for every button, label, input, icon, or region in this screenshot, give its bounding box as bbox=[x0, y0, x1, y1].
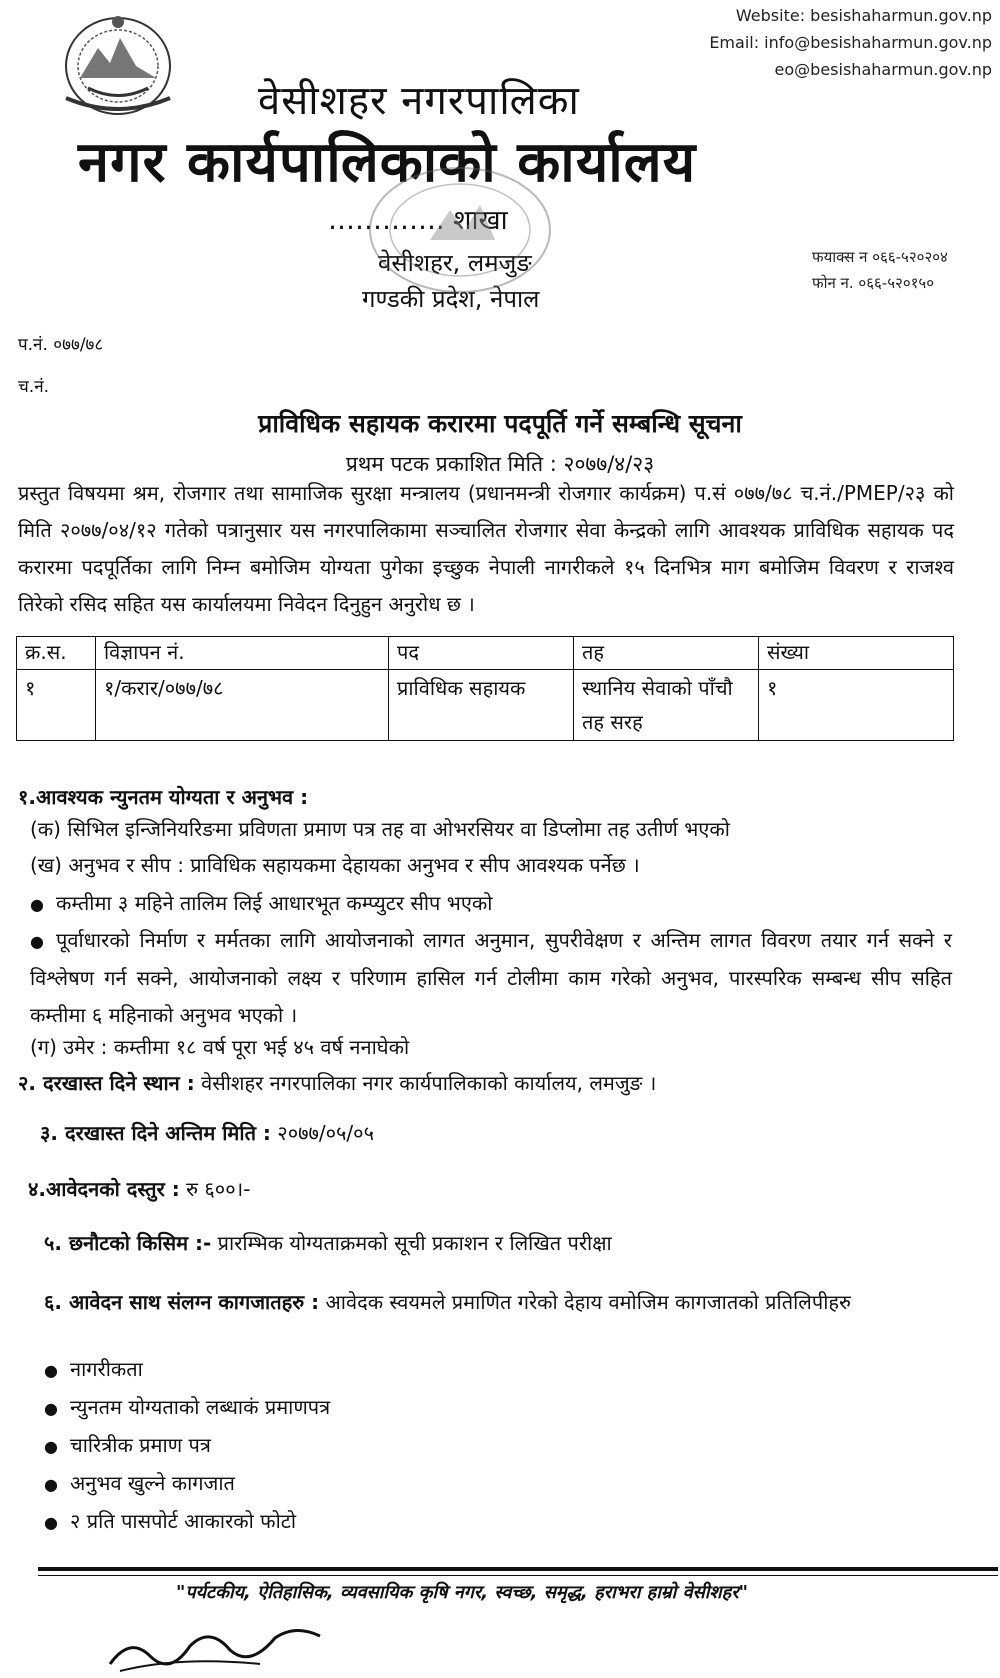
col-header-count: संख्या bbox=[759, 637, 954, 670]
doc-list-item bbox=[44, 1504, 296, 1540]
chalani-number: च.नं. bbox=[18, 377, 50, 397]
col-header-post: पद bbox=[389, 637, 574, 670]
col-header-sn: क्र.स. bbox=[17, 637, 96, 670]
office-name: नगर कार्यपालिकाको कार्यालय bbox=[78, 130, 697, 195]
cell-ad-no: १/करार/०७७/७८ bbox=[96, 670, 389, 741]
footer-slogan: "पर्यटकीय, ऐतिहासिक, व्यवसायिक कृषि नगर, स्वच्छ, समृद्ध, हराभरा हाम्रो वेसीशहर" bbox=[176, 1582, 748, 1603]
doc-item-text: अनुभव खुल्ने कागजात bbox=[70, 1471, 235, 1495]
bullet-icon bbox=[44, 1471, 70, 1495]
published-date: प्रथम पटक प्रकाशित मिति : २०७७/४/२३ bbox=[345, 452, 655, 476]
section-2-value: वेसीशहर नगरपालिका नगर कार्यपालिकाको कार्यालय, लमजुङ । bbox=[201, 1071, 657, 1095]
bullet-1-text: कम्तीमा ३ महिने तालिम लिई आधारभूत कम्प्युटर सीप भएको bbox=[56, 891, 493, 915]
section-5 bbox=[44, 1226, 612, 1260]
org-name: वेसीशहर नगरपालिका bbox=[258, 78, 580, 124]
doc-list-item bbox=[44, 1390, 330, 1426]
cell-sn: १ bbox=[17, 670, 96, 741]
table-header-row bbox=[17, 637, 954, 670]
signature-image bbox=[100, 1616, 330, 1676]
section-4-label: ४.आवेदनको दस्तुर : bbox=[28, 1177, 180, 1201]
section-6 bbox=[44, 1282, 956, 1322]
doc-list-item bbox=[44, 1352, 143, 1388]
section-1-title: १.आवश्यक न्युनतम योग्यता र अनुभव : bbox=[18, 785, 309, 809]
section-4 bbox=[28, 1172, 250, 1206]
notice-intro: प्रस्तुत विषयमा श्रम, रोजगार तथा सामाजिक सुरक्षा मन्त्रालय (प्रधानमन्त्री रोजगार कार्यक्रम) प.सं ०७७/७८ च.नं./PMEP/२३ को मिति २०७७/०४/१२ गतेको पत्रानुसार यस नगरपालिकामा सञ्चालित रोजगार सेवा केन्द्रको लागि आवश्यक प्राविधिक सहायक पद करारमा पदपूर्तिका लागि निम्न बमोजिम योग्यता पुगेका इच्छुक नेपाली नागरीकले १५ दिनभित्र माग बमोजिम विवरण र राजश्व तिरेको रसिद सहित यस कार्यालयमा निवेदन दिनुहुन अनुरोध छ । bbox=[18, 481, 954, 616]
phone-text: फोन न. ०६६-५२०१५० bbox=[812, 274, 935, 292]
cell-post: प्राविधिक सहायक bbox=[389, 670, 574, 741]
section-6-value: आवेदक स्वयमले प्रमाणित गरेको देहाय वमोजिम कागजातको प्रतिलिपीहरु bbox=[325, 1290, 851, 1314]
bullet-icon bbox=[30, 928, 56, 952]
vacancy-table bbox=[16, 636, 954, 741]
fax-phone-block bbox=[812, 244, 948, 296]
bullet-icon bbox=[44, 1509, 70, 1533]
section-3-value: २०७७/०५/०५ bbox=[277, 1121, 374, 1145]
section-1-bullet-2 bbox=[30, 922, 952, 1034]
cell-count: १ bbox=[759, 670, 954, 741]
section-1-kha: (ख) अनुभव र सीप : प्राविधिक सहायकमा देहायका अनुभव र सीप आवश्यक पर्नेछ । bbox=[30, 853, 640, 877]
office-seal-stamp bbox=[360, 160, 560, 300]
nepal-government-emblem bbox=[58, 8, 178, 120]
col-header-level: तह bbox=[574, 637, 759, 670]
website-text: Website: besishaharmun.gov.np bbox=[735, 6, 992, 25]
table-row bbox=[17, 670, 954, 741]
doc-item-text: २ प्रति पासपोर्ट आकारको फोटो bbox=[70, 1509, 297, 1533]
section-3-label: ३. दरखास्त दिने अन्तिम मिति : bbox=[40, 1121, 271, 1145]
bullet-icon bbox=[44, 1357, 70, 1381]
bullet-icon bbox=[30, 891, 56, 915]
section-5-label: ५. छनौटको किसिम :- bbox=[44, 1231, 212, 1255]
contact-block bbox=[709, 2, 992, 83]
fax-text: फयाक्स न ०६६-५२०२०४ bbox=[812, 248, 948, 266]
bullet-2-text: पूर्वाधारको निर्माण र मर्मतका लागि आयोजनाको लागत अनुमान, सुपरीवेक्षण र अन्तिम लागत विवरण तयार गर्न सक्ने र विश्लेषण गर्न सक्ने, आयोजनाको लक्ष्य र परिणाम हासिल गर्न टोलीमा काम गरेको अनुभव, पारस्परिक सम्बन्ध सीप सहित कम्तीमा ६ महिनाको अनुभव भएको । bbox=[30, 928, 952, 1027]
doc-list-item bbox=[44, 1428, 211, 1464]
section-1-bullet-1 bbox=[30, 886, 492, 922]
section-4-value: रु ६००।- bbox=[186, 1177, 251, 1201]
section-2 bbox=[18, 1066, 656, 1100]
address-line-2: गण्डकी प्रदेश, नेपाल bbox=[362, 285, 540, 313]
section-3 bbox=[40, 1116, 374, 1150]
section-2-label: २. दरखास्त दिने स्थान : bbox=[18, 1071, 195, 1095]
bullet-icon bbox=[44, 1395, 70, 1419]
section-5-value: प्रारम्भिक योग्यताक्रमको सूची प्रकाशन र लिखित परीक्षा bbox=[217, 1231, 612, 1255]
col-header-ad-no: विज्ञापन नं. bbox=[96, 637, 389, 670]
notice-title: प्राविधिक सहायक करारमा पदपूर्ति गर्ने सम्बन्धि सूचना bbox=[258, 409, 742, 438]
email2-text: eo@besishaharmun.gov.np bbox=[774, 60, 992, 79]
doc-item-text: न्युनतम योग्यताको लब्धाकं प्रमाणपत्र bbox=[70, 1395, 331, 1419]
doc-item-text: चारित्रीक प्रमाण पत्र bbox=[70, 1433, 211, 1457]
section-1-ga: (ग) उमेर : कम्तीमा १८ वर्ष पूरा भई ४५ वर्ष ननाघेको bbox=[30, 1035, 410, 1059]
patra-number: प.नं. ०७७/७८ bbox=[18, 335, 104, 355]
section-1-ka: (क) सिभिल इन्जिनियरिङमा प्रविणता प्रमाण पत्र तह वा ओभरसियर वा डिप्लोमा तह उतीर्ण भएको bbox=[30, 817, 730, 841]
branch-line: …………. शाखा bbox=[328, 205, 508, 236]
footer-divider bbox=[38, 1567, 998, 1571]
address-line-1: वेसीशहर, लमजुङ bbox=[378, 249, 532, 277]
section-6-label: ६. आवेदन साथ संलग्न कागजातहरु : bbox=[44, 1290, 320, 1314]
doc-item-text: नागरीकता bbox=[70, 1357, 143, 1381]
cell-level: स्थानिय सेवाको पाँचौ तह सरह bbox=[574, 670, 759, 741]
footer-divider-thin bbox=[38, 1575, 998, 1576]
bullet-icon bbox=[44, 1433, 70, 1457]
email-text: Email: info@besishaharmun.gov.np bbox=[709, 33, 992, 52]
doc-list-item bbox=[44, 1466, 235, 1502]
